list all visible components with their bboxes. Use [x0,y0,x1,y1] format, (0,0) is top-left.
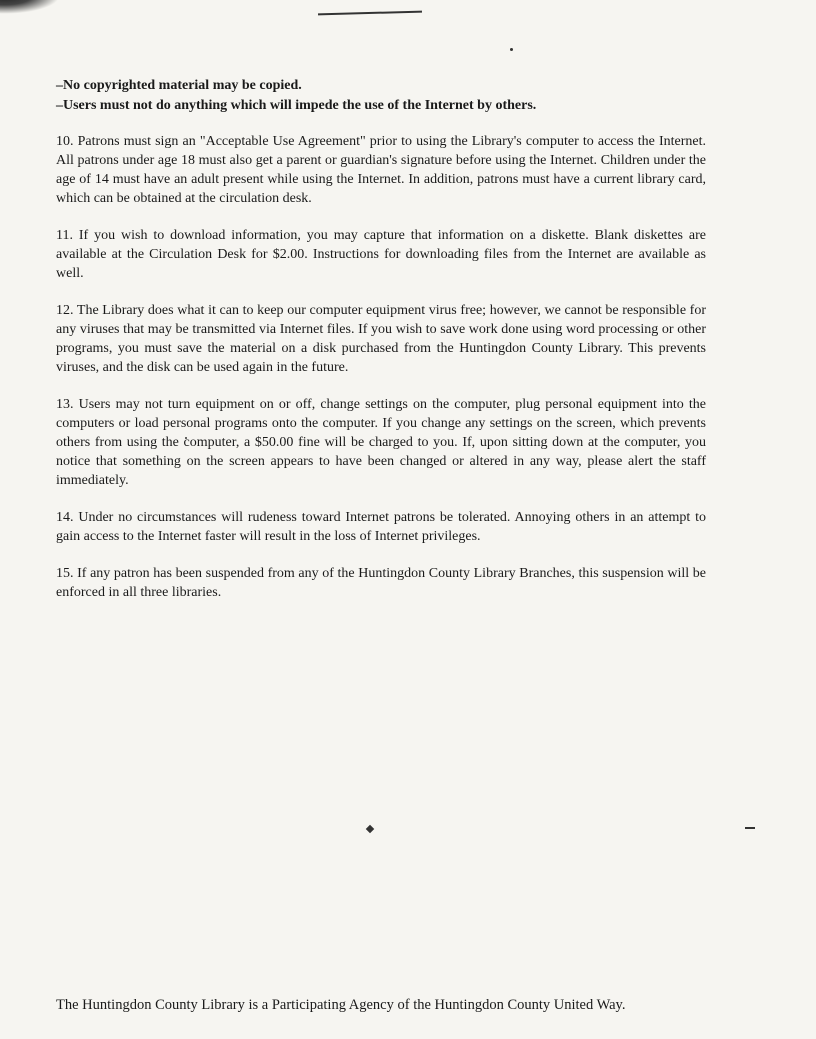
rule-copyright: –No copyrighted material may be copied. [56,78,302,93]
scan-top-mark [318,11,422,16]
rule-impede-use: –Users must not do anything which will impede the use of the Internet by others. [56,98,537,113]
scan-speck [510,48,513,51]
paragraph-15: 15. If any patron has been suspended from any of the Huntingdon County Library Branches, this suspension will be enforced in all three libraries. [56,566,706,600]
scan-speck [745,827,755,829]
scan-speck [366,825,374,833]
paragraph-12: 12. The Library does what it can to keep our computer equipment virus free; however, we cannot be responsible for any viruses that may be transmitted via Internet files. If you wish to save work done using word processing or other programs, you must save the material on a disk purchased from the Huntingdon County Library. This prevents viruses, and the disk can be used again in the future. [56,303,706,375]
paragraph-10: 10. Patrons must sign an "Acceptable Use Agreement" prior to using the Library's computer to access the Internet. All patrons under age 18 must also get a parent or guardian's signature before using the Internet. Children under the age of 14 must have an adult present while using the Internet. In addition, patrons must have a current library card, which can be obtained at the circulation desk. [56,134,706,206]
paragraph-13: 13. Users may not turn equipment on or off, change settings on the computer, plug personal equipment into the computers or load personal programs onto the computer. If you change any settings on the screen, which prevents others from using the computer, a $50.00 fine will be charged to you. If, upon sitting down at the computer, you notice that something on the screen appears to have been changed or altered in any way, please alert the staff immediately. [56,397,706,488]
footer-united-way: The Huntingdon County Library is a Participating Agency of the Huntingdon County United Way. [56,997,626,1013]
paragraph-11: 11. If you wish to download information, you may capture that information on a diskette. Blank diskettes are available at the Circulation Desk for $2.00. Instructions for downloading files from the Internet are available as well. [56,228,706,281]
paragraph-14: 14. Under no circumstances will rudeness toward Internet patrons be tolerated. Annoying others in an attempt to gain access to the Internet faster will result in the loss of Internet privileges. [56,510,706,544]
scan-corner-shadow [0,0,60,14]
document-body [56,76,706,602]
